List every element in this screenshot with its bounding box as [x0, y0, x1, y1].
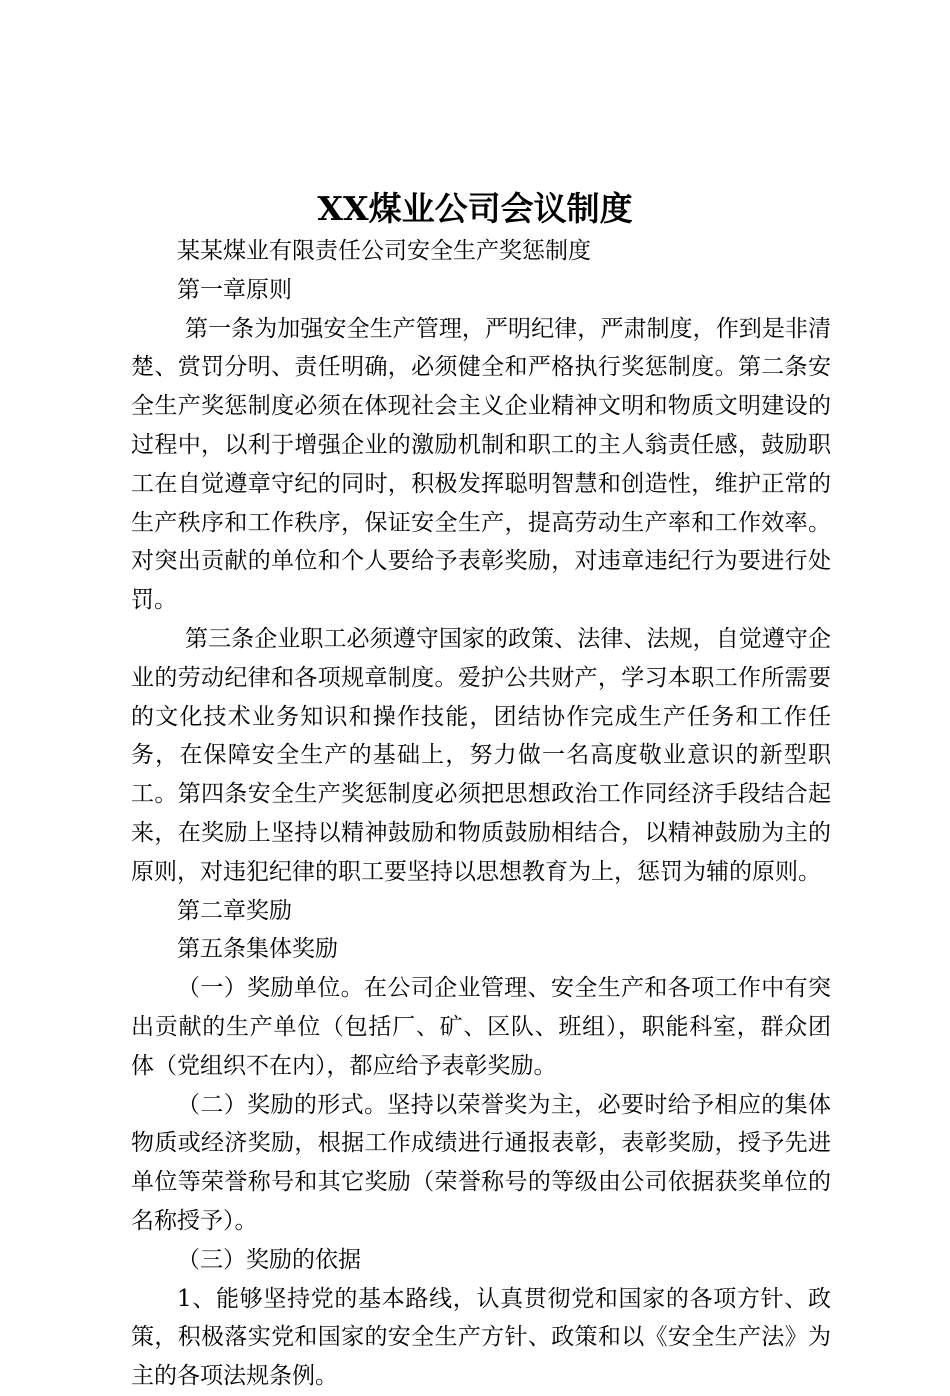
- document-body: [131, 232, 831, 1396]
- document-title: XX煤业公司会议制度: [317, 189, 633, 228]
- article-1-2-paragraph: 第一条为加强安全生产管理，严明纪律，严肃制度，作到是非清楚、赏罚分明、责任明确，必须健全和严格执行奖惩制度。第二条安全生产奖惩制度必须在体现社会主义企业精神文明和物质文明建设的过程中，以利于增强企业的激励机制和职工的主人翁责任感，鼓励职工在自觉遵章守纪的同时，积极发挥聪明智慧和创造性，维护正常的生产秩序和工作秩序，保证安全生产，提高劳动生产率和工作效率。对突出贡献的单位和个人要给予表彰奖励，对违章违纪行为要进行处罚。: [131, 315, 831, 614]
- chapter-2-heading: 第二章奖励: [177, 897, 292, 924]
- item-1-paragraph: 1、能够坚持党的基本路线，认真贯彻党和国家的各项方针、政策，积极落实党和国家的安全生产方针、政策和以《安全生产法》为主的各项法规条例。: [131, 1285, 831, 1390]
- clause-2-paragraph: （二）奖励的形式。坚持以荣誉奖为主，必要时给予相应的集体物质或经济奖励，根据工作成绩进行通报表彰，表彰奖励，授予先进单位等荣誉称号和其它奖励（荣誉称号的等级由公司依据获奖单位的名称授予）。: [131, 1091, 831, 1234]
- article-5-heading: 第五条集体奖励: [177, 936, 338, 963]
- chapter-1-heading: 第一章原则: [177, 276, 292, 303]
- clause-1-paragraph: （一）奖励单位。在公司企业管理、安全生产和各项工作中有突出贡献的生产单位（包括厂、矿、区队、班组），职能科室，群众团体（党组织不在内），都应给予表彰奖励。: [131, 975, 831, 1079]
- article-3-4-paragraph: 第三条企业职工必须遵守国家的政策、法律、法规，自觉遵守企业的劳动纪律和各项规章制度。爱护公共财产，学习本职工作所需要的文化技术业务知识和操作技能，团结协作完成生产任务和工作任务，在保障安全生产的基础上，努力做一名高度敬业意识的新型职工。第四条安全生产奖惩制度必须把思想政治工作同经济手段结合起来，在奖励上坚持以精神鼓励和物质鼓励相结合，以精神鼓励为主的原则，对违犯纪律的职工要坚持以思想教育为上，惩罚为辅的原则。: [131, 625, 831, 885]
- clause-3-heading: （三）奖励的依据: [177, 1246, 361, 1273]
- regulation-heading: 某某煤业有限责任公司安全生产奖惩制度: [177, 238, 591, 264]
